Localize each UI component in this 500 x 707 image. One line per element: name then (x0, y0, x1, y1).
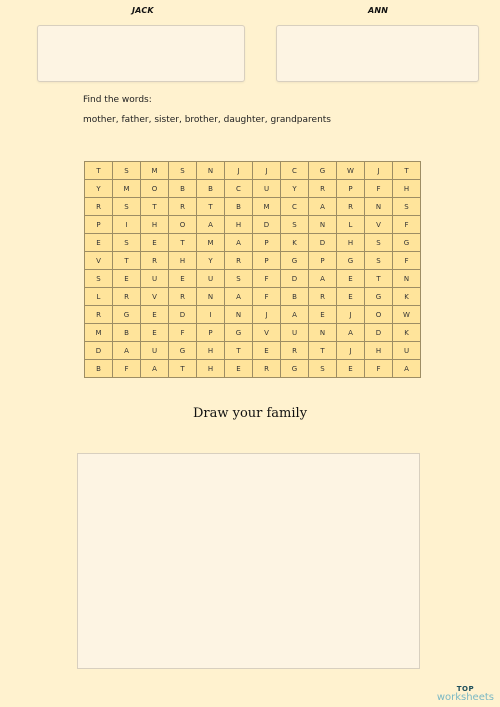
grid-cell[interactable]: Y (197, 252, 225, 270)
grid-row (85, 270, 421, 288)
grid-cell[interactable]: G (225, 324, 253, 342)
grid-cell[interactable]: V (85, 252, 113, 270)
grid-cell[interactable]: R (281, 342, 309, 360)
jack-answer-box[interactable] (37, 25, 245, 82)
grid-cell[interactable]: T (141, 198, 169, 216)
grid-row (85, 198, 421, 216)
grid-cell[interactable]: R (309, 288, 337, 306)
grid-cell[interactable]: A (281, 306, 309, 324)
grid-cell[interactable]: H (169, 252, 197, 270)
grid-cell[interactable]: E (113, 270, 141, 288)
grid-cell[interactable]: R (337, 198, 365, 216)
grid-cell[interactable]: F (393, 252, 421, 270)
grid-cell[interactable]: M (197, 234, 225, 252)
grid-cell[interactable]: E (169, 270, 197, 288)
grid-cell[interactable]: E (337, 360, 365, 378)
grid-cell[interactable]: U (141, 342, 169, 360)
grid-cell[interactable]: W (337, 162, 365, 180)
grid-cell[interactable]: A (225, 234, 253, 252)
grid-cell[interactable]: A (337, 324, 365, 342)
grid-cell[interactable]: H (225, 216, 253, 234)
grid-cell[interactable]: E (337, 288, 365, 306)
grid-cell[interactable]: G (309, 162, 337, 180)
grid-cell[interactable]: K (393, 324, 421, 342)
grid-cell[interactable]: A (393, 360, 421, 378)
grid-cell[interactable]: S (113, 162, 141, 180)
grid-cell[interactable]: L (337, 216, 365, 234)
grid-cell[interactable]: R (141, 252, 169, 270)
grid-cell[interactable]: U (197, 270, 225, 288)
grid-row (85, 306, 421, 324)
grid-cell[interactable]: J (365, 162, 393, 180)
grid-cell[interactable]: D (281, 270, 309, 288)
grid-cell[interactable]: F (365, 360, 393, 378)
grid-row (85, 234, 421, 252)
grid-cell[interactable]: T (85, 162, 113, 180)
grid-cell[interactable]: S (225, 270, 253, 288)
word-search-grid (84, 161, 421, 378)
grid-cell[interactable]: M (85, 324, 113, 342)
grid-cell[interactable]: L (85, 288, 113, 306)
grid-cell[interactable]: R (169, 198, 197, 216)
grid-cell[interactable]: S (169, 162, 197, 180)
grid-cell[interactable]: N (225, 306, 253, 324)
grid-cell[interactable]: E (309, 306, 337, 324)
grid-cell[interactable]: C (281, 198, 309, 216)
grid-cell[interactable]: R (85, 306, 113, 324)
grid-cell[interactable]: P (253, 252, 281, 270)
grid-cell[interactable]: A (113, 342, 141, 360)
grid-cell[interactable]: T (169, 234, 197, 252)
grid-cell[interactable]: J (225, 162, 253, 180)
grid-cell[interactable]: V (141, 288, 169, 306)
grid-cell[interactable]: R (113, 288, 141, 306)
grid-cell[interactable]: F (253, 288, 281, 306)
grid-cell[interactable]: E (253, 342, 281, 360)
grid-row (85, 162, 421, 180)
grid-cell[interactable]: M (253, 198, 281, 216)
grid-cell[interactable]: A (141, 360, 169, 378)
draw-title: Draw your family (192, 406, 308, 421)
grid-cell[interactable]: G (113, 306, 141, 324)
grid-cell[interactable]: B (85, 360, 113, 378)
grid-cell[interactable]: Y (85, 180, 113, 198)
grid-cell[interactable]: S (309, 360, 337, 378)
grid-cell[interactable]: T (309, 342, 337, 360)
grid-cell[interactable]: N (197, 288, 225, 306)
grid-cell[interactable]: B (169, 180, 197, 198)
instructions-heading: Find the words: (83, 95, 152, 105)
grid-row (85, 216, 421, 234)
grid-cell[interactable]: P (337, 180, 365, 198)
grid-cell[interactable]: B (281, 288, 309, 306)
grid-cell[interactable]: F (365, 180, 393, 198)
grid-cell[interactable]: M (141, 162, 169, 180)
grid-cell[interactable]: M (113, 180, 141, 198)
grid-cell[interactable]: C (225, 180, 253, 198)
grid-cell[interactable]: U (141, 270, 169, 288)
grid-cell[interactable]: T (113, 252, 141, 270)
grid-cell[interactable]: T (225, 342, 253, 360)
grid-cell[interactable]: H (393, 180, 421, 198)
grid-cell[interactable]: P (197, 324, 225, 342)
grid-cell[interactable]: G (393, 234, 421, 252)
grid-cell[interactable]: N (309, 216, 337, 234)
grid-cell[interactable]: E (337, 270, 365, 288)
grid-cell[interactable]: J (337, 306, 365, 324)
grid-cell[interactable]: T (169, 360, 197, 378)
grid-cell[interactable]: D (169, 306, 197, 324)
grid-cell[interactable]: U (393, 342, 421, 360)
topworksheets-logo (437, 686, 494, 703)
grid-cell[interactable]: I (197, 306, 225, 324)
grid-row (85, 252, 421, 270)
grid-cell[interactable]: U (253, 180, 281, 198)
grid-cell[interactable]: V (365, 216, 393, 234)
grid-cell[interactable]: P (85, 216, 113, 234)
grid-cell[interactable]: S (113, 234, 141, 252)
grid-cell[interactable]: D (309, 234, 337, 252)
grid-cell[interactable]: N (365, 198, 393, 216)
grid-cell[interactable]: U (281, 324, 309, 342)
grid-row (85, 360, 421, 378)
grid-cell[interactable]: O (169, 216, 197, 234)
word-list: mother, father, sister, brother, daughter, grandparents (83, 115, 331, 125)
grid-cell[interactable]: T (197, 198, 225, 216)
grid-cell[interactable]: S (365, 234, 393, 252)
grid-cell[interactable]: E (141, 234, 169, 252)
grid-cell[interactable]: I (113, 216, 141, 234)
grid-cell[interactable]: N (197, 162, 225, 180)
grid-cell[interactable]: R (85, 198, 113, 216)
grid-cell[interactable]: R (253, 360, 281, 378)
grid-cell[interactable]: P (253, 234, 281, 252)
grid-cell[interactable]: S (85, 270, 113, 288)
grid-cell[interactable]: S (281, 216, 309, 234)
logo-bottom-text: worksheets (436, 692, 494, 703)
grid-cell[interactable]: H (197, 342, 225, 360)
grid-cell[interactable]: H (337, 234, 365, 252)
grid-cell[interactable]: S (393, 198, 421, 216)
grid-cell[interactable]: A (309, 198, 337, 216)
grid-cell[interactable]: G (337, 252, 365, 270)
grid-cell[interactable]: H (197, 360, 225, 378)
grid-row (85, 324, 421, 342)
grid-cell[interactable]: E (85, 234, 113, 252)
drawing-area[interactable] (77, 453, 420, 669)
grid-cell[interactable]: V (253, 324, 281, 342)
grid-cell[interactable]: R (225, 252, 253, 270)
grid-row (85, 342, 421, 360)
grid-cell[interactable]: T (393, 162, 421, 180)
grid-cell[interactable]: W (393, 306, 421, 324)
grid-cell[interactable]: A (309, 270, 337, 288)
grid-cell[interactable]: B (197, 180, 225, 198)
grid-cell[interactable]: F (253, 270, 281, 288)
grid-cell[interactable]: G (281, 360, 309, 378)
grid-cell[interactable]: R (169, 288, 197, 306)
grid-cell[interactable]: H (141, 216, 169, 234)
ann-answer-box[interactable] (276, 25, 479, 82)
grid-cell[interactable]: F (113, 360, 141, 378)
grid-cell[interactable]: T (365, 270, 393, 288)
grid-cell[interactable]: E (225, 360, 253, 378)
grid-cell[interactable]: A (197, 216, 225, 234)
grid-row (85, 180, 421, 198)
grid-cell[interactable]: G (169, 342, 197, 360)
grid-cell[interactable]: N (393, 270, 421, 288)
grid-cell[interactable]: J (253, 306, 281, 324)
grid-cell[interactable]: C (281, 162, 309, 180)
grid-cell[interactable]: G (281, 252, 309, 270)
grid-cell[interactable]: P (309, 252, 337, 270)
name-label-ann: ANN (368, 6, 389, 15)
grid-cell[interactable]: H (365, 342, 393, 360)
grid-cell[interactable]: K (393, 288, 421, 306)
grid-cell[interactable]: G (365, 288, 393, 306)
grid-row (85, 288, 421, 306)
grid-cell[interactable]: E (141, 324, 169, 342)
grid-cell[interactable]: D (365, 324, 393, 342)
name-label-jack: JACK (132, 6, 154, 15)
logo-top-text: TOP (456, 685, 475, 693)
grid-cell[interactable]: Y (281, 180, 309, 198)
grid-cell[interactable]: F (169, 324, 197, 342)
grid-cell[interactable]: N (309, 324, 337, 342)
grid-cell[interactable]: D (253, 216, 281, 234)
grid-cell[interactable]: O (141, 180, 169, 198)
grid-cell[interactable]: K (281, 234, 309, 252)
grid-cell[interactable]: O (365, 306, 393, 324)
grid-cell[interactable]: A (225, 288, 253, 306)
grid-cell[interactable]: F (393, 216, 421, 234)
grid-cell[interactable]: J (337, 342, 365, 360)
grid-cell[interactable]: B (225, 198, 253, 216)
grid-cell[interactable]: E (141, 306, 169, 324)
grid-cell[interactable]: R (309, 180, 337, 198)
grid-cell[interactable]: S (113, 198, 141, 216)
grid-cell[interactable]: J (253, 162, 281, 180)
grid-cell[interactable]: B (113, 324, 141, 342)
grid-cell[interactable]: D (85, 342, 113, 360)
grid-cell[interactable]: S (365, 252, 393, 270)
